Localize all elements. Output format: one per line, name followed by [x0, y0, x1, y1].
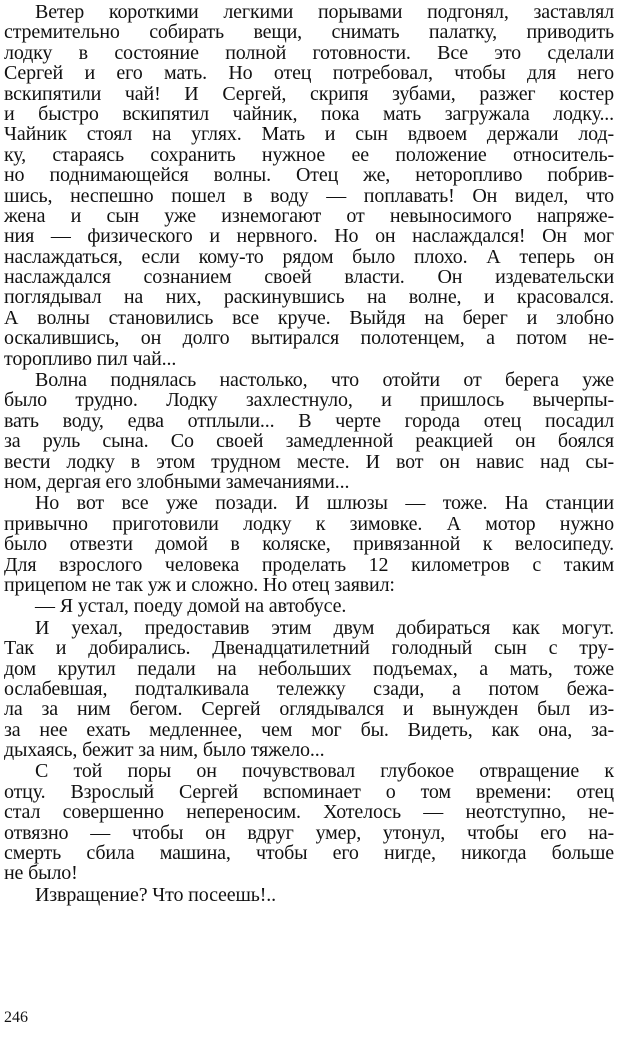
- text-line: ла за ним бегом. Сергей оглядывался и вынужден был из-: [4, 698, 614, 721]
- text-line: но поднимающейся волны. Отец же, неторопливо побрив-: [4, 164, 614, 187]
- text-line: за руль сына. Со своей замедленной реакцией он боялся: [4, 430, 614, 453]
- text-line: Ветер короткими легкими порывами подгонял, заставлял: [35, 1, 614, 23]
- text-line: Извращение? Что посеешь!..: [35, 883, 276, 906]
- paragraph: [4, 885, 614, 905]
- text-line: стал совершенно непереносим. Хотелось — неотступно, не-: [4, 801, 614, 824]
- text-line: шись, неспешно пошел в воду — поплавать! Он видел, что: [4, 184, 614, 207]
- page-number: 246: [4, 1009, 28, 1026]
- text-line: привычно приготовили лодку к зимовке. А мотор нужно: [4, 512, 614, 535]
- paragraph: [4, 370, 614, 492]
- text-line: не было!: [4, 862, 78, 885]
- text-line: Но вот все уже позади. И шлюзы — тоже. На станции: [35, 492, 614, 515]
- text-line: С той поры он почувствовал глубокое отвращение к: [35, 760, 614, 783]
- text-line: дом крутил педали на небольших подъемах, а мать, тоже: [4, 657, 614, 680]
- text-line: вести лодку в этом трудном месте. И вот он навис над сы-: [4, 450, 614, 473]
- paragraph: [4, 596, 614, 616]
- text-line: наслаждался сознанием своей власти. Он издевательски: [4, 266, 614, 289]
- text-line: Сергей и его мать. Но отец потребовал, чтобы для него: [4, 62, 614, 85]
- text-line: смерть сбила машина, чтобы его нигде, никогда больше: [4, 842, 614, 865]
- text-line: ку, стараясь сохранить нужное ее положение относитель-: [4, 143, 614, 166]
- text-line: отцу. Взрослый Сергей вспоминает о том времени: отец: [4, 780, 614, 803]
- paragraph: [4, 493, 614, 595]
- text-line: А волны становились все круче. Выйдя на берег и злобно: [4, 306, 614, 329]
- text-line: Так и добирались. Двенадцатилетний голодный сын с тру-: [4, 637, 614, 660]
- text-line: вать воду, едва отплыли... В черте города отец посадил: [4, 409, 614, 432]
- text-line: оскалившись, он долго вытирался полотенцем, а потом не-: [4, 327, 614, 350]
- text-line: ном, дергая его злобными замечаниями...: [4, 470, 350, 493]
- paragraph: [4, 2, 614, 369]
- text-line: было отвезти домой в коляске, привязанной к велосипеду.: [4, 533, 614, 556]
- text-line: поглядывал на них, раскинувшись на волне, и красовался.: [4, 286, 614, 309]
- text-line: было трудно. Лодку захлестнуло, и пришлось вычерпы-: [4, 389, 614, 412]
- text-line: ослабевшая, подталкивала тележку сзади, а потом бежа-: [4, 677, 614, 700]
- text-line: — Я устал, поеду домой на автобусе.: [35, 595, 347, 618]
- text-line: за нее ехать медленнее, чем мог бы. Видеть, как она, за-: [4, 718, 614, 741]
- text-line: отвязно — чтобы он вдруг умер, утонул, чтобы его на-: [4, 821, 614, 844]
- body-text: [4, 2, 614, 905]
- text-line: прицепом не так уж и сложно. Но отец заявил:: [4, 573, 395, 596]
- text-line: и быстро вскипятил чайник, пока мать загружала лодку...: [4, 102, 614, 125]
- text-line: ния — физического и нервного. Но он наслаждался! Он мог: [4, 225, 614, 248]
- text-line: стремительно собирать вещи, снимать палатку, приводить: [4, 21, 614, 44]
- paragraph: [4, 761, 614, 883]
- text-line: Волна поднялась настолько, что отойти от берега уже: [35, 369, 614, 392]
- text-line: наслаждаться, если кому-то рядом было плохо. А теперь он: [4, 245, 614, 268]
- text-line: Чайник стоял на углях. Мать и сын вдвоем держали лод-: [4, 123, 614, 146]
- text-line: Для взрослого человека проделать 12 километров с таким: [4, 553, 614, 576]
- text-line: лодку в состояние полной готовности. Все это сделали: [4, 41, 614, 64]
- text-line: жена и сын уже изнемогают от невыносимого напряже-: [4, 204, 614, 227]
- text-line: дыхаясь, бежит за ним, было тяжело...: [4, 739, 325, 762]
- text-line: И уехал, предоставив этим двум добираться как могут.: [35, 616, 614, 639]
- text-line: торопливо пил чай...: [4, 347, 177, 370]
- text-line: вскипятили чай! И Сергей, скрипя зубами, разжег костер: [4, 82, 614, 105]
- paragraph: [4, 618, 614, 761]
